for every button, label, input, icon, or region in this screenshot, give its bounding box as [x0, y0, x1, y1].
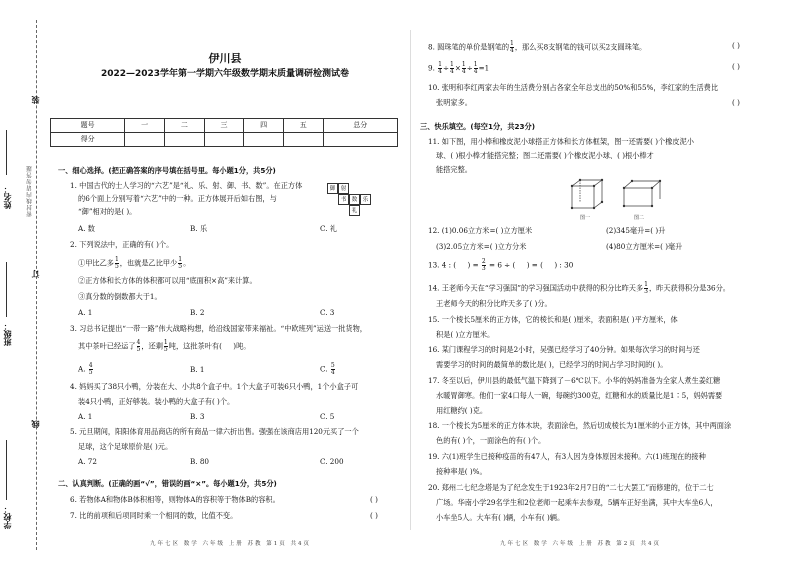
net-cell: 御: [327, 183, 338, 194]
fill-14-line-b: 王老师今天的积分比昨天多了( )分。: [436, 299, 552, 308]
score-input[interactable]: [165, 133, 205, 147]
q1-line-b: 的6个面上分别写着“六艺”中的一种。正方体展开后如右图，与: [78, 194, 277, 203]
joint-ball: [601, 179, 603, 181]
score-cell: 题号: [51, 119, 125, 133]
page-divider: [410, 30, 411, 530]
q1-line-c: “御”相对的是( )。: [78, 207, 137, 216]
judge-8-answer[interactable]: ( ): [732, 41, 740, 50]
score-input[interactable]: [283, 133, 323, 147]
judge-9: 9. $\frac{1}{4}$ ÷ $\frac{1}{4}$ × $\frac{1}{4}$ ÷ $\frac{1}{4}$ =1: [428, 61, 490, 75]
net-cell: 数: [349, 194, 360, 205]
q2-option-a[interactable]: A. 1: [78, 308, 93, 317]
fill-17-line-a: 17. 冬至以后，伊川县的最低气温下降到了－6℃以下。小华的妈妈准备为全家人煮生姜红糖: [428, 376, 721, 385]
fill-11-line-b: 球、( )根小棒才能搭完整；图二还需要( )个橡皮泥小球、( )根小棒才: [436, 151, 654, 160]
name-blank[interactable]: [6, 130, 7, 175]
fill-11-line-c: 能搭完整。: [436, 165, 472, 174]
score-header-row: [51, 119, 398, 133]
fill-12-4: (4)80立方厘米=( )毫升: [606, 242, 683, 251]
class-label: 班级：: [2, 322, 12, 346]
score-value-row: [51, 133, 398, 147]
fill-16-line-b: 需要学习的时间的最简单的数比是( )，已经学习的时间占学习时间的( )。: [436, 360, 668, 369]
joint-ball: [593, 207, 595, 209]
frame-figures: [568, 176, 668, 222]
judge-6-answer[interactable]: ( ): [370, 495, 378, 504]
judge-7: 7. 比的前项和后项同时乘一个相同的数，比值不变。: [70, 511, 238, 520]
frame-edge: [652, 181, 660, 188]
fill-11-line-a: 11. 如下图，用小棒和橡皮泥小球搭正方体和长方体框架，图一还需要( )个橡皮泥小: [428, 137, 694, 146]
bind-mark-1: 装: [30, 96, 40, 104]
page-1-footer: 九年七区 数学 六年级 上册 苏教 第1页 共4页: [150, 541, 311, 547]
q4-line-b: 装4只小鸭，正好够装。装小鸭的大盒子有( )个。: [78, 397, 235, 406]
figure-2-caption: 图二: [634, 215, 645, 221]
fill-20-line-b: 广场。华南小学29名学生和2位老师一起乘车去参观，5辆车正好坐满，其中大车坐6人，: [436, 498, 718, 507]
binding-note: 密封线内请勿答题: [27, 165, 33, 217]
binding-strip: [0, 0, 48, 562]
judge-8: 8. 圆珠笔的单价是钢笔的 $\frac{1}{4}$ ，那么买8支钢笔的钱可以买2支圆珠笔。: [428, 40, 647, 54]
q1-option-c[interactable]: C. 礼: [320, 224, 337, 233]
fill-20-line-a: 20. 郑州二七纪念塔是为了纪念发生于1923年2月7日的“二七大罢工”而修建的，位于二七: [428, 483, 714, 492]
fill-12-2: (2)345毫升=( )升: [606, 226, 666, 235]
class-blank[interactable]: [6, 262, 7, 317]
score-cell: 五: [283, 119, 323, 133]
frame-edge: [624, 188, 652, 206]
joint-ball: [601, 201, 603, 203]
q2-stmt-2: ②正方体和长方体的体积都可以用“底面积×高”来计算。: [78, 276, 257, 285]
judge-10-line-a: 10. 张明和李红两家去年的生活费分别占各家全年总支出的50%和55%，李红家的生活费比: [428, 83, 719, 92]
joint-ball: [571, 185, 573, 187]
figure-1-caption: 图一: [580, 215, 591, 221]
fill-15-line-b: 积是( )立方厘米。: [436, 330, 495, 339]
fill-16-line-a: 16. 某门课程学习的时间是2小时，吴强已经学习了40分钟。如果每次学习的时间与还: [428, 345, 700, 354]
joint-ball: [651, 187, 653, 189]
score-cell: 三: [204, 119, 244, 133]
q3-line-a: 3. 习总书记提出“一带一路”伟大战略构想，给沿线国家带来福祉。“中欧班列”运送一批货物，: [70, 324, 367, 333]
q4-option-c[interactable]: C. 5: [320, 412, 335, 421]
frame-edge: [594, 202, 602, 208]
score-input[interactable]: [204, 133, 244, 147]
fill-17-line-b: 水暖胃御寒。他们一家4口每人一碗，每碗约300克，红糖和水的质量比是1∶5，妈妈需要: [436, 391, 723, 400]
net-cell: 射: [338, 183, 349, 194]
fill-18-line-a: 18. 一个棱长为5厘米的正方体木块，表面涂色，然后切成棱长为1厘米的小正方体，其中两面涂: [428, 421, 732, 430]
joint-ball: [659, 180, 661, 182]
fill-13: 13. 4 : ( ) = $\frac{2}{3}$ = 6 ÷ ( ) = ( ) : 30: [428, 258, 574, 272]
q2-option-b[interactable]: B. 2: [190, 308, 205, 317]
net-cell: 礼: [349, 205, 360, 216]
joint-ball: [571, 207, 573, 209]
q2-stmt-1: ①甲比乙多 $\frac{1}{5}$ ，也就是乙比甲少 $\frac{1}{5}$ 。: [78, 256, 191, 270]
score-cell: 四: [244, 119, 284, 133]
right-page: [420, 0, 780, 562]
score-input[interactable]: [125, 133, 165, 147]
exam-county: 伊川县: [208, 52, 242, 65]
fill-17-line-c: 用红糖约( )克。: [436, 406, 488, 415]
score-input[interactable]: [323, 133, 397, 147]
joint-ball: [593, 185, 595, 187]
q1-option-b[interactable]: B. 乐: [190, 224, 208, 233]
judge-9-answer[interactable]: ( ): [732, 62, 740, 71]
joint-ball: [651, 205, 653, 207]
fill-12-3: (3)2.05立方米=( )立方分米: [436, 242, 527, 251]
q1-option-a[interactable]: A. 数: [78, 224, 95, 233]
page-2-footer: 九年七区 数学 六年级 上册 苏教 第2页 共4页: [500, 541, 661, 547]
q1-line-a: 1. 中国古代的士人学习的“六艺”是“礼、乐、射、御、书、数”。在正方体: [70, 181, 303, 190]
q5-option-b[interactable]: B. 80: [190, 457, 209, 466]
fill-14-line-a: 14. 王老师今天在“学习强国”的学习强国活动中获得的积分比昨天多 $\frac{1}{3}$ ，昨天获得积分是36分。: [428, 281, 730, 295]
fill-19-line-b: 接种率是( )%。: [436, 467, 487, 476]
q2-option-c[interactable]: C. 3: [320, 308, 335, 317]
figure-1-cube-frame: [572, 180, 602, 208]
q4-line-a: 4. 妈妈买了38只小鸭，分装在大、小共8个盒子中。1个大盒子可装6只小鸭，1个小盒子可: [70, 382, 359, 391]
score-cell: 总分: [323, 119, 397, 133]
judge-6: 6. 若物体A和物体B体积相等，则物体A的容积等于物体B的容积。: [70, 495, 280, 504]
school-blank[interactable]: [6, 440, 7, 500]
q5-option-c[interactable]: C. 200: [320, 457, 344, 466]
q5-line-a: 5. 元旦期间，阳阳体育用品商店的所有商品一律六折出售。强强在该商店用120元买了一个: [70, 427, 359, 436]
q3-option-c[interactable]: C. $\frac{5}{4}$: [320, 362, 335, 376]
q2-stem: 2. 下列说法中，正确的有( )个。: [70, 240, 174, 249]
fill-20-line-c: 小车坐5人。大车有( )辆，小车有( )辆。: [436, 513, 565, 522]
q3-line-b: 其中茶叶已经运了 $\frac{4}{5}$ ，还剩 $\frac{1}{5}$ 吨，这批茶叶有( )吨。: [78, 339, 251, 353]
score-table: [50, 118, 398, 147]
q4-option-a[interactable]: A. 1: [78, 412, 93, 421]
q4-option-b[interactable]: B. 3: [190, 412, 205, 421]
joint-ball: [579, 179, 581, 181]
fill-19-line-a: 19. 六(1)班学生已接种疫苗的有47人，有3人因为身体原因未接种。六(1)班现在的接种: [428, 452, 706, 461]
fill-12-1: 12. (1)0.06立方米=( )立方厘米: [428, 226, 533, 235]
net-cell: 乐: [360, 194, 371, 205]
section-1-heading: 一、细心选择。(把正确答案的序号填在括号里。每小题1分，共5分): [58, 166, 276, 175]
judge-10-line-b: 张明家多。: [436, 98, 472, 107]
q2-stmt-3: ③真分数的倒数都大于1。: [78, 292, 162, 301]
score-cell: 一: [125, 119, 165, 133]
judge-7-answer[interactable]: ( ): [370, 511, 378, 520]
joint-ball: [623, 187, 625, 189]
score-input[interactable]: [244, 133, 284, 147]
frame-edge: [594, 180, 602, 186]
q3-option-b[interactable]: B. 1: [190, 365, 205, 374]
figure-2-cuboid-frame: [624, 181, 660, 206]
bind-mark-2: 订: [30, 270, 40, 278]
left-page: [50, 0, 400, 562]
q3-option-a[interactable]: A. $\frac{4}{5}$: [78, 362, 93, 376]
q5-line-b: 足球，这个足球原价是( )元。: [78, 442, 173, 451]
section-3-heading: 三、快乐填空。(每空1分，共23分): [420, 122, 536, 131]
exam-title: 2022—2023学年第一学期六年级数学期末质量调研检测试卷: [100, 69, 350, 79]
q5-option-a[interactable]: A. 72: [78, 457, 97, 466]
frame-edge: [624, 181, 632, 188]
section-2-heading: 二、认真判断。(正确的画“√”，错误的画“×”。每小题1分，共5分): [58, 479, 277, 488]
frame-edge: [572, 186, 594, 208]
name-label: 姓名：: [2, 185, 12, 209]
fill-18-line-b: 色的有( )个，一面涂色的有( )个。: [436, 436, 546, 445]
score-cell: 得分: [51, 133, 125, 147]
frame-edge: [572, 180, 580, 186]
fill-15-line-a: 15. 一个棱长5厘米的正方体，它的棱长和是( )厘米，表面积是( )平方厘米，体: [428, 315, 678, 324]
joint-ball: [631, 180, 633, 182]
bind-mark-3: 线: [30, 420, 40, 428]
frame-joints: [571, 179, 661, 209]
net-cell: 书: [338, 194, 349, 205]
judge-10-answer[interactable]: ( ): [732, 98, 740, 107]
joint-ball: [623, 205, 625, 207]
school-label: 学校：: [2, 505, 12, 529]
score-cell: 二: [165, 119, 205, 133]
